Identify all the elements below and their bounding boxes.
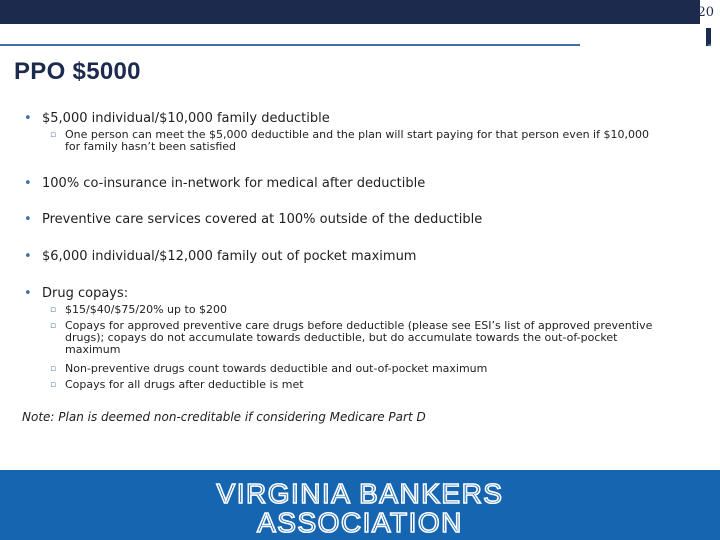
accent-line	[0, 44, 580, 46]
accent-dot	[708, 44, 711, 46]
sub-bullet-drug-tiers: ▫ $15/$40/$75/20% up to $200	[65, 304, 655, 316]
sub-bullet-non-preventive: ▫ Non-preventive drugs count towards deductible and out-of-pocket maximum	[65, 363, 655, 375]
sub-bullet-preventive-drugs: ▫ Copays for approved preventive care drugs before deductible (please see ESI’s list of approved preventive drugs); copays do not accumulate towards deductible, but do accumulate towards the out-of-pocket maximum	[65, 320, 655, 356]
note-text: Note: Plan is deemed non-creditable if considering Medicare Part D	[22, 410, 426, 424]
vba-logo	[0, 470, 720, 540]
bullet-coinsurance: • 100% co-insurance in-network for medical after deductible	[42, 176, 425, 191]
slide-number: 20	[697, 5, 714, 20]
bullet-deductible: • $5,000 individual/$10,000 family deductible	[42, 111, 330, 126]
bullet-drug-copays: • Drug copays:	[42, 286, 128, 301]
logo-line-2: ASSOCIATION	[257, 507, 463, 538]
slide-title: PPO $5000	[14, 58, 141, 85]
sub-bullet-after-deductible: ▫ Copays for all drugs after deductible is met	[65, 379, 655, 391]
bullet-oop: • $6,000 individual/$12,000 family out of pocket maximum	[42, 249, 416, 264]
sub-bullet-deductible: ▫ One person can meet the $5,000 deductible and the plan will start paying for that person even if $10,000 for family hasn’t been satisfied	[65, 129, 655, 153]
bullet-preventive: • Preventive care services covered at 100% outside of the deductible	[42, 212, 482, 227]
top-bar	[0, 0, 700, 24]
logo-line-1: VIRGINIA BANKERS	[216, 478, 504, 509]
footer-band	[0, 470, 720, 540]
